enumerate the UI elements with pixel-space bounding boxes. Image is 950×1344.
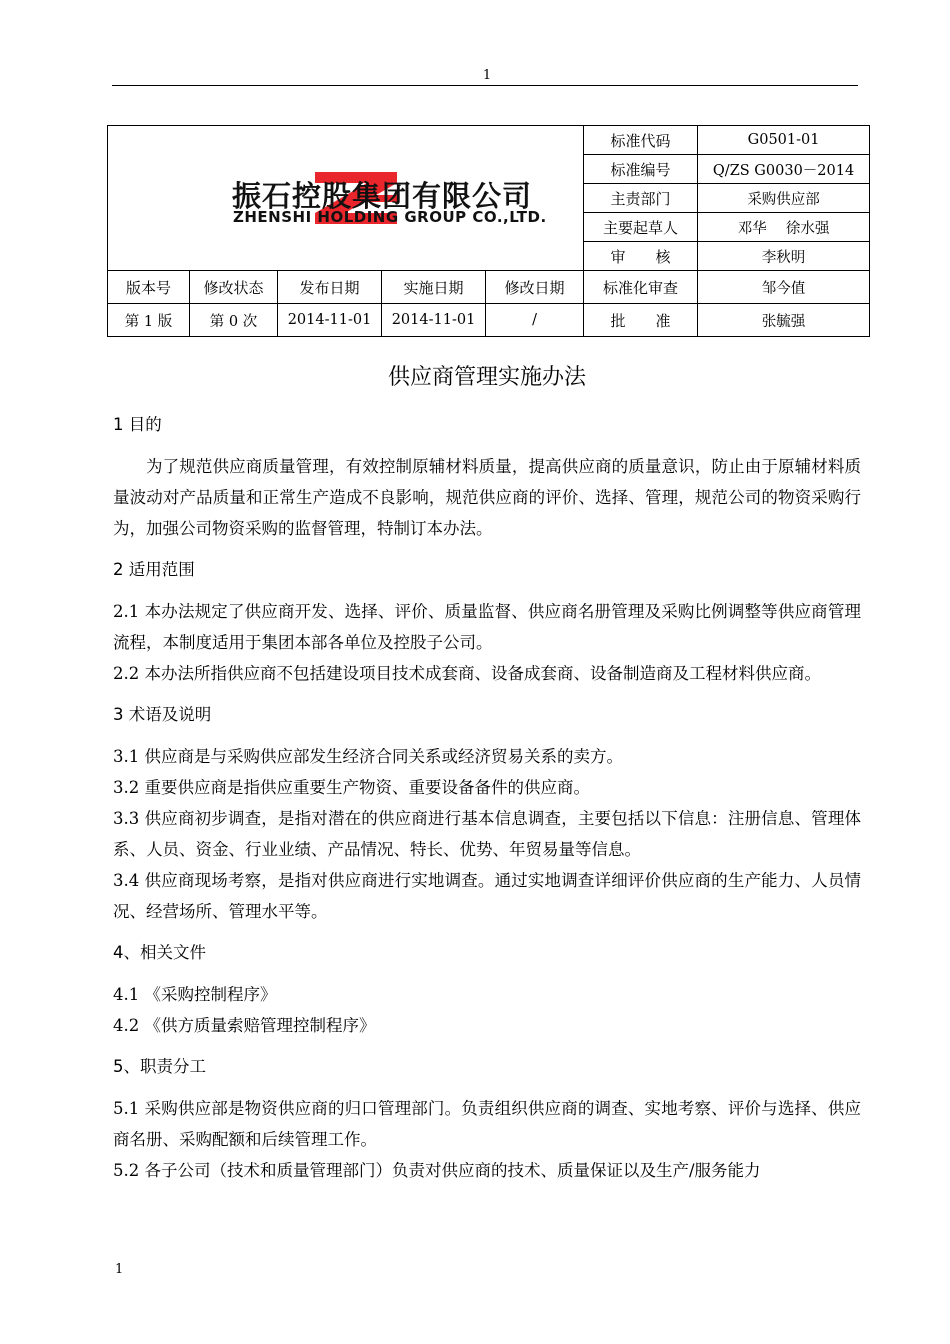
paragraph: 3.2 重要供应商是指供应重要生产物资、重要设备备件的供应商。: [113, 778, 590, 797]
revision-date-header: 修改日期: [486, 271, 584, 304]
page-footer-number: 1: [115, 1262, 124, 1277]
meta-label: 标准代码: [584, 126, 698, 155]
paragraph: 4.1 《采购控制程序》: [113, 985, 277, 1004]
meta-value: 邹今值: [698, 271, 870, 304]
logo-cell: [108, 126, 584, 271]
paragraph: 3.3 供应商初步调查，是指对潜在的供应商进行基本信息调查，主要包括以下信息：注册信息、管理体系、人员、资金、行业业绩、产品情况、特长、优势、年贸易量等信息。: [113, 809, 861, 859]
meta-value: Q/ZS G0030－2014: [698, 155, 870, 184]
paragraph: 2.2 本办法所指供应商不包括建设项目技术成套商、设备成套商、设备制造商及工程材料供应商。: [113, 664, 821, 683]
company-name-cn: 振石控股集团有限公司: [232, 179, 533, 213]
company-logo: [136, 172, 576, 228]
meta-label: 主要起草人: [584, 213, 698, 242]
meta-label: 主责部门: [584, 184, 698, 213]
meta-value: 李秋明: [698, 242, 870, 271]
paragraph: 为了规范供应商质量管理，有效控制原辅材料质量，提高供应商的质量意识，防止由于原辅材料质量波动对产品质量和正常生产造成不良影响，规范供应商的评价、选择、管理，规范公司的物资采购行为，加强公司物资采购的监督管理，特制订本办法。: [113, 457, 861, 538]
document-body: [113, 408, 861, 1186]
effective-date-value: 2014-11-01: [382, 304, 486, 337]
meta-label: 标准编号: [584, 155, 698, 184]
meta-label: 审 核: [584, 242, 698, 271]
document-title: 供应商管理实施办法: [387, 365, 586, 390]
meta-value: 邓华 徐水强: [698, 213, 870, 242]
version-header: 版本号: [108, 271, 190, 304]
paragraph: 4.2 《供方质量索赔管理控制程序》: [113, 1016, 376, 1035]
paragraph: 5.2 各子公司（技术和质量管理部门）负责对供应商的技术、质量保证以及生产/服务能力: [113, 1161, 761, 1180]
release-date-value: 2014-11-01: [278, 304, 382, 337]
section-heading: 2 适用范围: [113, 560, 195, 579]
version-value: 第 1 版: [108, 304, 190, 337]
section-heading: 5、职责分工: [113, 1057, 206, 1076]
meta-value: 张毓强: [698, 304, 870, 337]
paragraph: 3.4 供应商现场考察，是指对供应商进行实地调查。通过实地调查详细评价供应商的生产能力、人员情况、经营场所、管理水平等。: [113, 871, 861, 921]
section-heading: 4、相关文件: [113, 943, 206, 962]
page-header-number: 1: [482, 68, 492, 83]
header-rule: [112, 85, 858, 86]
effective-date-header: 实施日期: [382, 271, 486, 304]
section-heading: 3 术语及说明: [113, 705, 212, 724]
revision-status-value: 第 0 次: [190, 304, 278, 337]
meta-label: 标准化审查: [584, 271, 698, 304]
paragraph: 3.1 供应商是与采购供应部发生经济合同关系或经济贸易关系的卖方。: [113, 747, 623, 766]
paragraph: 5.1 采购供应部是物资供应商的归口管理部门。负责组织供应商的调查、实地考察、评价与选择、供应商名册、采购配额和后续管理工作。: [113, 1099, 861, 1149]
company-name-en: ZHENSHI HOLDING GROUP CO.,LTD.: [233, 208, 547, 226]
revision-status-header: 修改状态: [190, 271, 278, 304]
meta-value: G0501-01: [698, 126, 870, 155]
meta-label: 批 准: [584, 304, 698, 337]
paragraph: 2.1 本办法规定了供应商开发、选择、评价、质量监督、供应商名册管理及采购比例调整等供应商管理流程，本制度适用于集团本部各单位及控股子公司。: [113, 602, 861, 652]
revision-date-value: /: [486, 304, 584, 337]
release-date-header: 发布日期: [278, 271, 382, 304]
document-control-table: [107, 125, 870, 337]
section-heading: 1 目的: [113, 415, 162, 434]
meta-value: 采购供应部: [698, 184, 870, 213]
